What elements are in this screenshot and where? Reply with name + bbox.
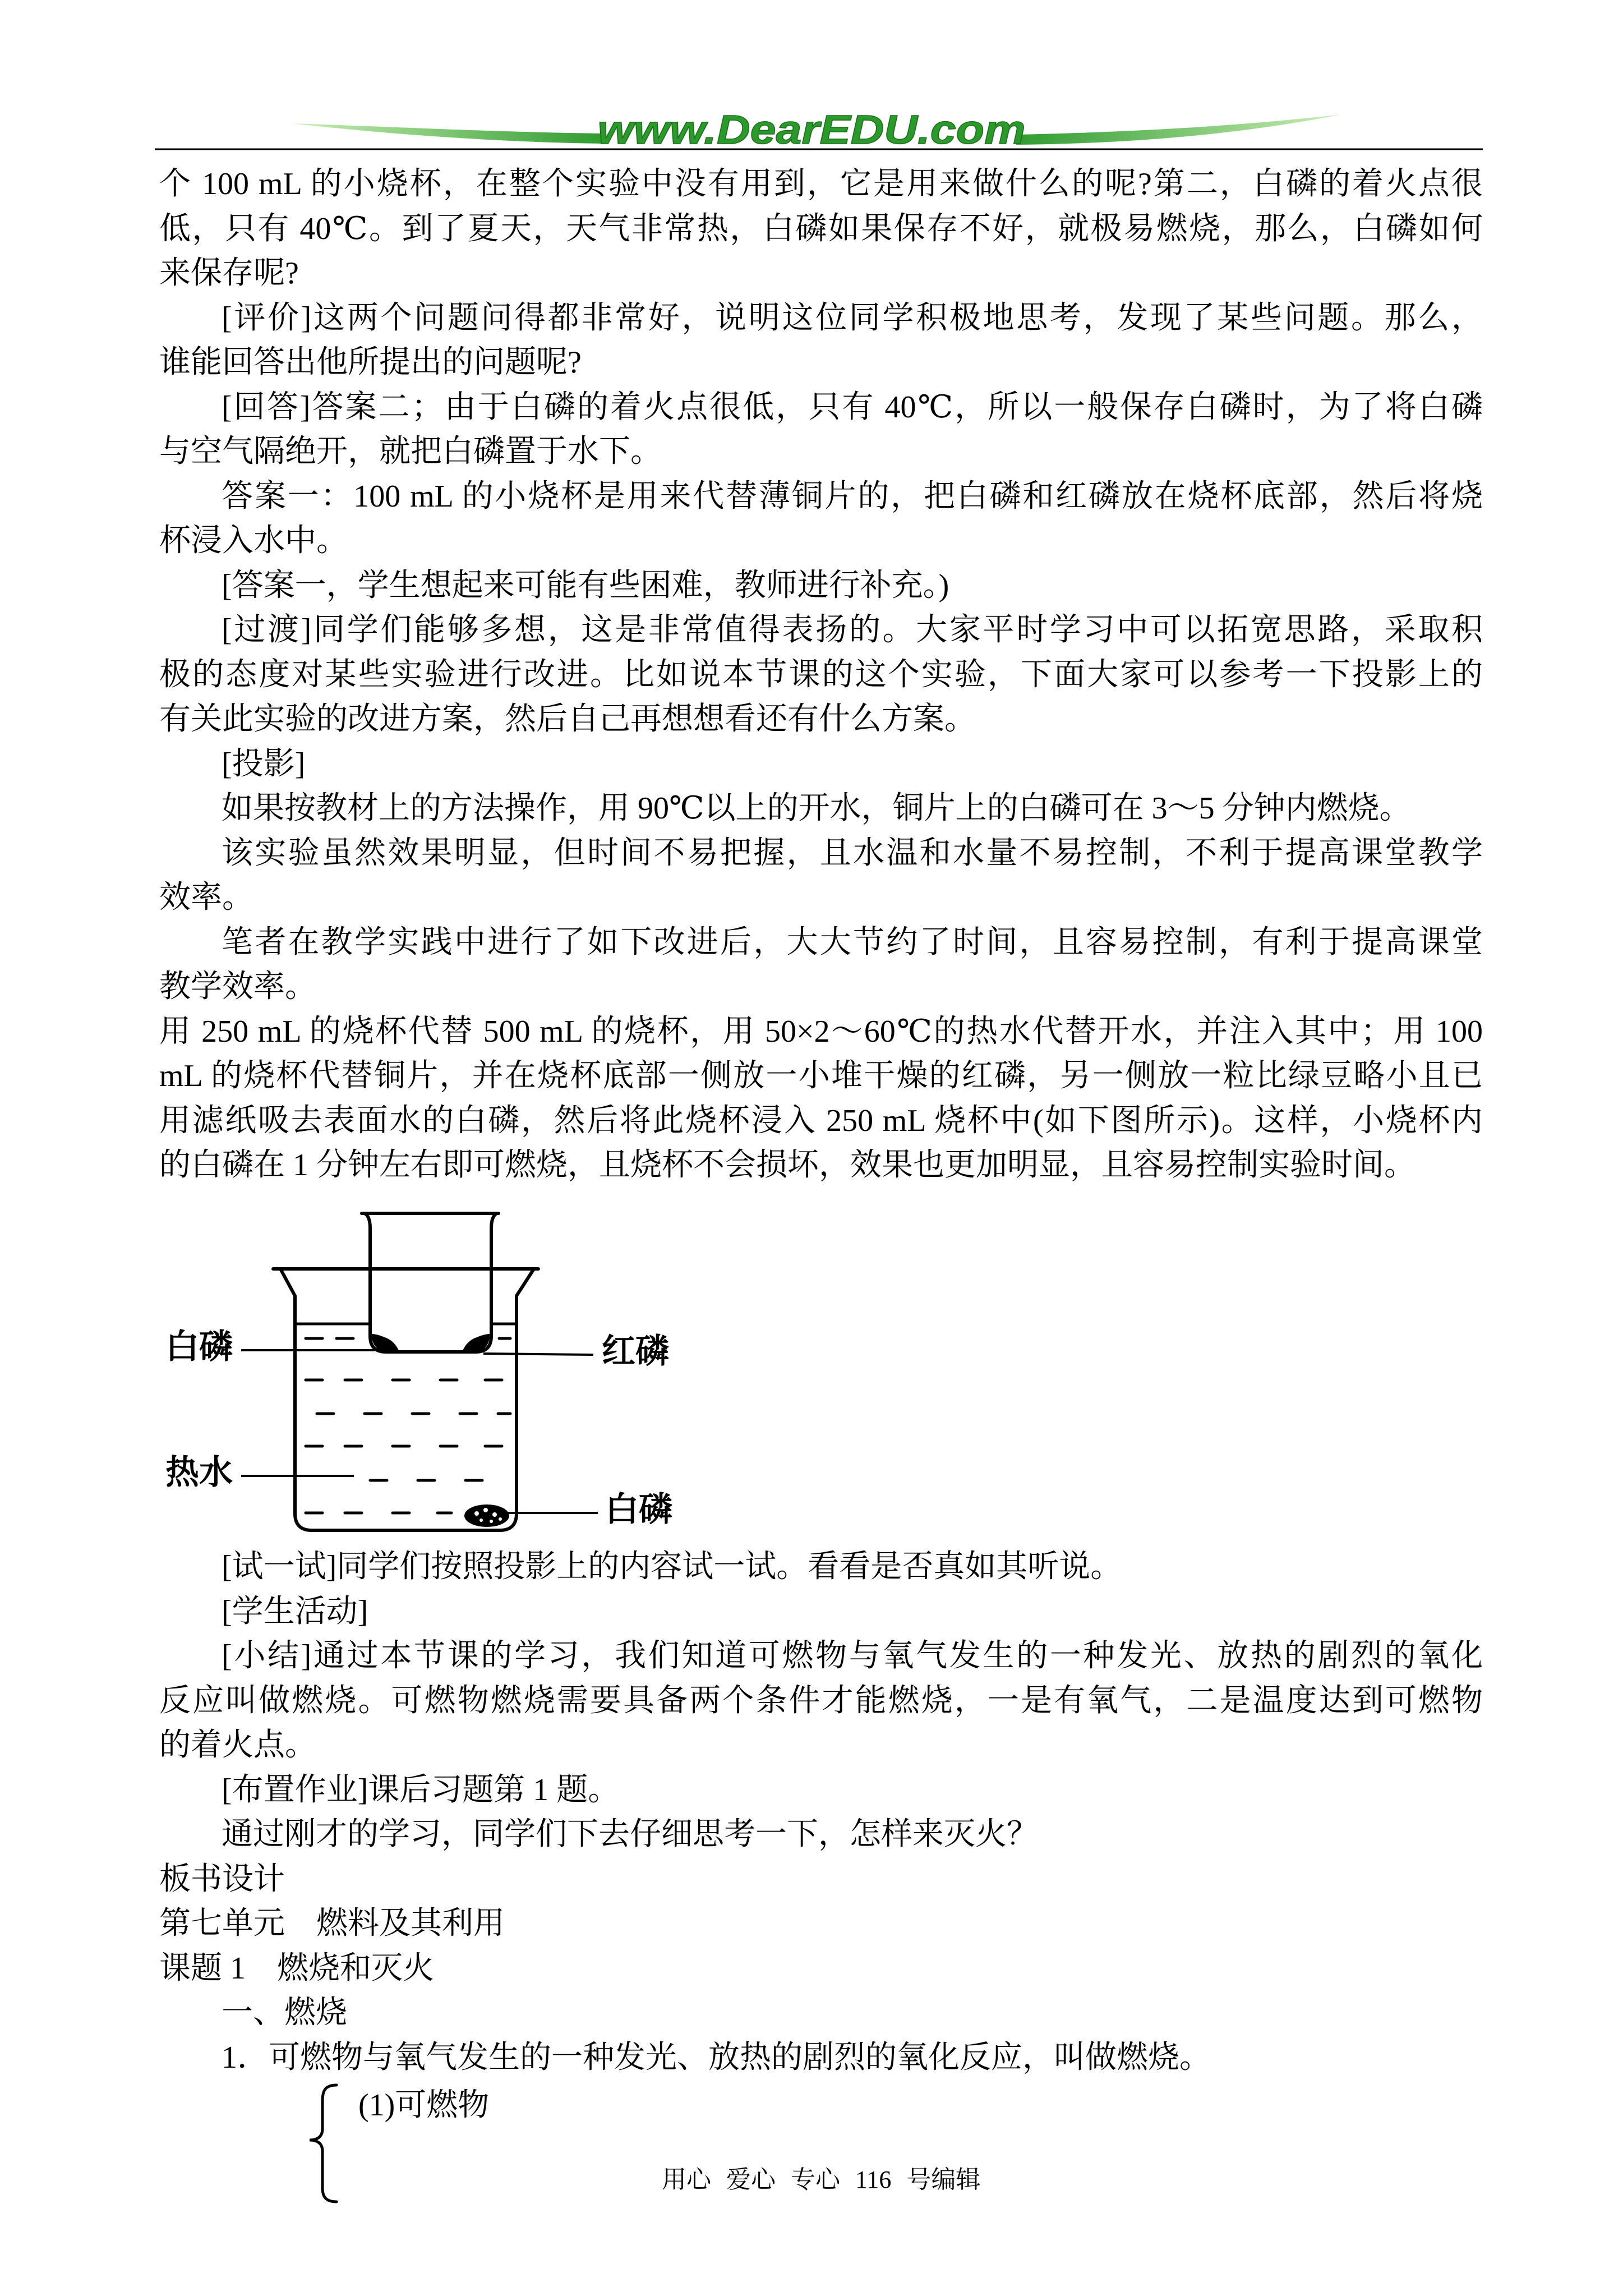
text-line: 笔者在教学实践中进行了如下改进后，大大节约了时间，且容易控制，有利于提高课堂: [222, 924, 1483, 960]
logo-text: www.DearEDU.com: [597, 108, 1026, 153]
curly-brace-icon: [280, 2076, 365, 2210]
beaker-diagram: [0, 1189, 729, 1548]
text-line: [答案一，学生想起来可能有些困难，教师进行补充。): [222, 568, 949, 603]
text-line: [试一试]同学们按照投影上的内容试一试。看看是否真如其听说。: [222, 1549, 1122, 1584]
text-line: 的白磷在 1 分钟左右即可燃烧，且烧杯不会损坏，效果也更加明显，且容易控制实验时间。: [159, 1148, 1415, 1182]
outline-item: 1．可燃物与氧气发生的一种发光、放热的剧烈的氧化反应，叫做燃烧。: [222, 2040, 1211, 2075]
section-heading: 板书设计: [159, 1861, 285, 1897]
text-line: 来保存呢?: [159, 256, 299, 291]
text-line: 低，只有 40℃。到了夏天，天气非常热，白磷如果保存不好，就极易燃烧，那么，白磷如何: [159, 211, 1483, 246]
logo-swoosh-left: [292, 123, 603, 144]
outer-beaker: [273, 1269, 538, 1530]
label-hot-water: 热水: [165, 1453, 233, 1491]
body-text-part-2: [159, 1545, 1483, 2080]
text-line: 与空气隔绝开，就把白磷置于水下。: [159, 434, 662, 469]
text-line: 答案一：100 mL 的小烧杯是用来代替薄铜片的，把白磷和红磷放在烧杯底部，然后将烧: [222, 478, 1483, 514]
text-line: [布置作业]课后习题第 1 题。: [222, 1772, 620, 1807]
text-line: 反应叫做燃烧。可燃物燃烧需要具备两个条件才能燃烧，一是有氧气，二是温度达到可燃物: [159, 1683, 1483, 1718]
text-line: 的着火点。: [159, 1728, 316, 1763]
text-line: 极的态度对某些实验进行改进。比如说本节课的这个实验，下面大家可以参考一下投影上的: [159, 657, 1483, 692]
text-line: 用 250 mL 的烧杯代替 500 mL 的烧杯，用 50×2～60℃的热水代替开水，并注入其中；用 100: [159, 1014, 1483, 1049]
text-line: 该实验虽然效果明显，但时间不易把握，且水温和水量不易控制，不利于提高课堂教学: [222, 835, 1483, 871]
unit-title: 第七单元 燃料及其利用: [159, 1906, 505, 1941]
water-dashes: [306, 1338, 510, 1513]
text-line: 杯浸入水中。: [159, 523, 348, 558]
text-line: [过渡]同学们能够多想，这是非常值得表扬的。大家平时学习中可以拓宽思路，采取积: [222, 613, 1483, 647]
text-line: mL 的烧杯代替铜片，并在烧杯底部一侧放一小堆干燥的红磷，另一侧放一粒比绿豆略小且已: [159, 1059, 1483, 1093]
logo-swoosh-right: [1016, 114, 1341, 145]
page-footer: 用心 爱心 专心 116 号编辑: [662, 2166, 981, 2193]
label-white-phosphorus-top: 白磷: [165, 1328, 233, 1365]
text-line: [学生活动]: [222, 1594, 368, 1629]
text-line: 用滤纸吸去表面水的白磷，然后将此烧杯浸入 250 mL 烧杯中(如下图所示)。这样，小烧杯内: [159, 1103, 1483, 1138]
text-line: 通过刚才的学习，同学们下去仔细思考一下，怎样来灭火？: [222, 1817, 1038, 1852]
text-line: [小结]通过本节课的学习，我们知道可燃物与氧气发生的一种发光、放热的剧烈的氧化: [222, 1639, 1483, 1673]
text-line: 谁能回答出他所提出的问题呢?: [159, 345, 582, 380]
text-line: [回答]答案二；由于白磷的着火点很低，只有 40℃，所以一般保存白磷时，为了将白磷: [222, 389, 1483, 425]
text-line: 个 100 mL 的小烧杯，在整个实验中没有用到，它是用来做什么的呢?第二，白磷的着火点很: [159, 167, 1483, 201]
text-line: [投影]: [222, 746, 306, 781]
label-red-phosphorus: 红磷: [602, 1332, 669, 1370]
site-logo-banner: [0, 0, 1623, 163]
text-line: 教学效率。: [159, 969, 316, 1004]
text-line: 如果按教材上的方法操作，用 90℃以上的开水，铜片上的白磷可在 3～5 分钟内燃烧。: [222, 791, 1411, 826]
white-phosphorus-pile: [464, 1504, 509, 1527]
text-line: 有关此实验的改进方案，然后自己再想想看还有什么方案。: [159, 702, 976, 737]
lesson-title: 课题 1 燃烧和灭火: [159, 1950, 434, 1986]
inner-beaker: [362, 1213, 499, 1352]
label-white-phosphorus-bottom: 白磷: [605, 1490, 672, 1528]
text-line: [评价]这两个问题问得都非常好，说明这位同学积极地思考，发现了某些问题。那么，: [222, 300, 1483, 335]
outline-subitem: (1)可燃物: [358, 2088, 490, 2123]
body-text-part-1: [159, 162, 1483, 1188]
text-line: 效率。: [159, 880, 253, 915]
outline-heading: 一、燃烧: [222, 1995, 347, 2030]
